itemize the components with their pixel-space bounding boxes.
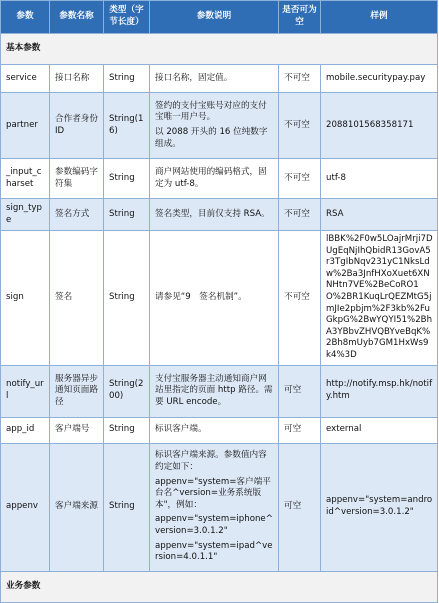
- cell-desc: [150, 65, 279, 93]
- cell-param: sign: [1, 231, 50, 366]
- table-row: [1, 199, 438, 231]
- cell-name: 客户端来源: [50, 443, 104, 571]
- cell-example: mobile.securitypay.pay: [321, 65, 438, 93]
- cell-nullable: 不可空: [279, 199, 321, 231]
- cell-desc: [150, 93, 279, 159]
- cell-nullable: 不可空: [279, 231, 321, 366]
- cell-example: appenv="system=android^version=3.0.1.2": [321, 443, 438, 571]
- table-row: [1, 417, 438, 443]
- cell-type: String: [104, 443, 150, 571]
- desc-line: 签名类型，目前仅支持 RSA。: [155, 208, 270, 219]
- desc-line: 标识客户端来源。参数值内容约定如下：: [155, 450, 267, 472]
- cell-name: 服务器异步通知页面路径: [50, 365, 104, 417]
- cell-type: String(200): [104, 365, 150, 417]
- cell-param: app_id: [1, 417, 50, 443]
- cell-nullable: 不可空: [279, 93, 321, 159]
- table-row: [1, 93, 438, 159]
- cell-nullable: 可空: [279, 417, 321, 443]
- cell-example: utf-8: [321, 159, 438, 199]
- cell-name: 参数编码字符集: [50, 159, 104, 199]
- cell-param: appenv: [1, 443, 50, 571]
- cell-type: String: [104, 199, 150, 231]
- cell-nullable: 不可空: [279, 65, 321, 93]
- cell-desc: [150, 365, 279, 417]
- section-title-business: 业务参数: [1, 571, 438, 602]
- section-title-basic: 基本参数: [1, 34, 438, 65]
- table-row: [1, 365, 438, 417]
- table-row: [1, 159, 438, 199]
- cell-desc: [150, 159, 279, 199]
- table-row: [1, 231, 438, 366]
- table-row: [1, 65, 438, 93]
- section-row-basic: [1, 34, 438, 65]
- section-row-business: [1, 571, 438, 602]
- desc-line: 以 2088 开头的 16 位纯数字组成。: [155, 127, 268, 149]
- cell-param: partner: [1, 93, 50, 159]
- table-row: [1, 443, 438, 571]
- cell-param: notify_url: [1, 365, 50, 417]
- cell-name: 签名方式: [50, 199, 104, 231]
- desc-line: 接口名称，固定值。: [155, 72, 233, 83]
- table-header-row: [1, 1, 438, 34]
- desc-line: 支付宝服务器主动通知商户网站里指定的页面 http 路径。需要 URL encode。: [155, 373, 273, 407]
- cell-type: String(16): [104, 93, 150, 159]
- cell-name: 接口名称: [50, 65, 104, 93]
- cell-nullable: 不可空: [279, 159, 321, 199]
- header-desc: 参数说明: [150, 1, 279, 34]
- cell-type: String: [104, 159, 150, 199]
- cell-desc: [150, 417, 279, 443]
- header-nullable: 是否可为空: [279, 1, 321, 34]
- cell-desc: [150, 443, 279, 571]
- desc-line: 标识客户端。: [155, 424, 207, 435]
- cell-param: service: [1, 65, 50, 93]
- cell-example: http://notify.msp.hk/notify.htm: [321, 365, 438, 417]
- cell-type: String: [104, 65, 150, 93]
- cell-nullable: 可空: [279, 365, 321, 417]
- header-name: 参数名称: [50, 1, 104, 34]
- desc-line: appenv="system=客户端平台名^version=业务系统版本"，例如：: [155, 476, 271, 510]
- cell-nullable: 可空: [279, 443, 321, 571]
- cell-param: _input_charset: [1, 159, 50, 199]
- desc-line: 请参见“9 签名机制”。: [155, 291, 247, 302]
- header-example: 样例: [321, 1, 438, 34]
- cell-param: sign_type: [1, 199, 50, 231]
- desc-line: 签约的支付宝账号对应的支付宝唯一用户号。: [155, 100, 267, 123]
- cell-name: 合作者身份 ID: [50, 93, 104, 159]
- cell-example: lBBK%2F0w5LOajrMrji7DUgEqNjIhQbidR13GovA5r3TgIbNqv231yC1NksLdw%2Ba3JnfHXoXuet6XNNHtn7VE%2BeCoRO1O%2BR1KuqLrQEZMtG5jmJIe2pbjm%2F3kb%2FuGkpG%2BwYQYI51%2BhA3YBbvZHVQBYveBqK%2Bh8mUyb7GM1HxWs9k4%3D: [321, 231, 438, 366]
- desc-line: appenv="system=ipad^version=4.0.1.1": [155, 540, 273, 563]
- desc-line: appenv="system=iphone^version=3.0.1.2": [155, 514, 273, 536]
- cell-desc: [150, 231, 279, 366]
- cell-example: 2088101568358171: [321, 93, 438, 159]
- desc-line: 商户网站使用的编码格式，固定为 utf-8。: [155, 166, 267, 189]
- cell-name: 客户端号: [50, 417, 104, 443]
- header-param: 参数: [1, 1, 50, 34]
- cell-example: external: [321, 417, 438, 443]
- cell-type: String: [104, 417, 150, 443]
- cell-type: String: [104, 231, 150, 366]
- header-type: 类型（字节长度）: [104, 1, 150, 34]
- cell-name: 签名: [50, 231, 104, 366]
- cell-desc: [150, 199, 279, 231]
- cell-example: RSA: [321, 199, 438, 231]
